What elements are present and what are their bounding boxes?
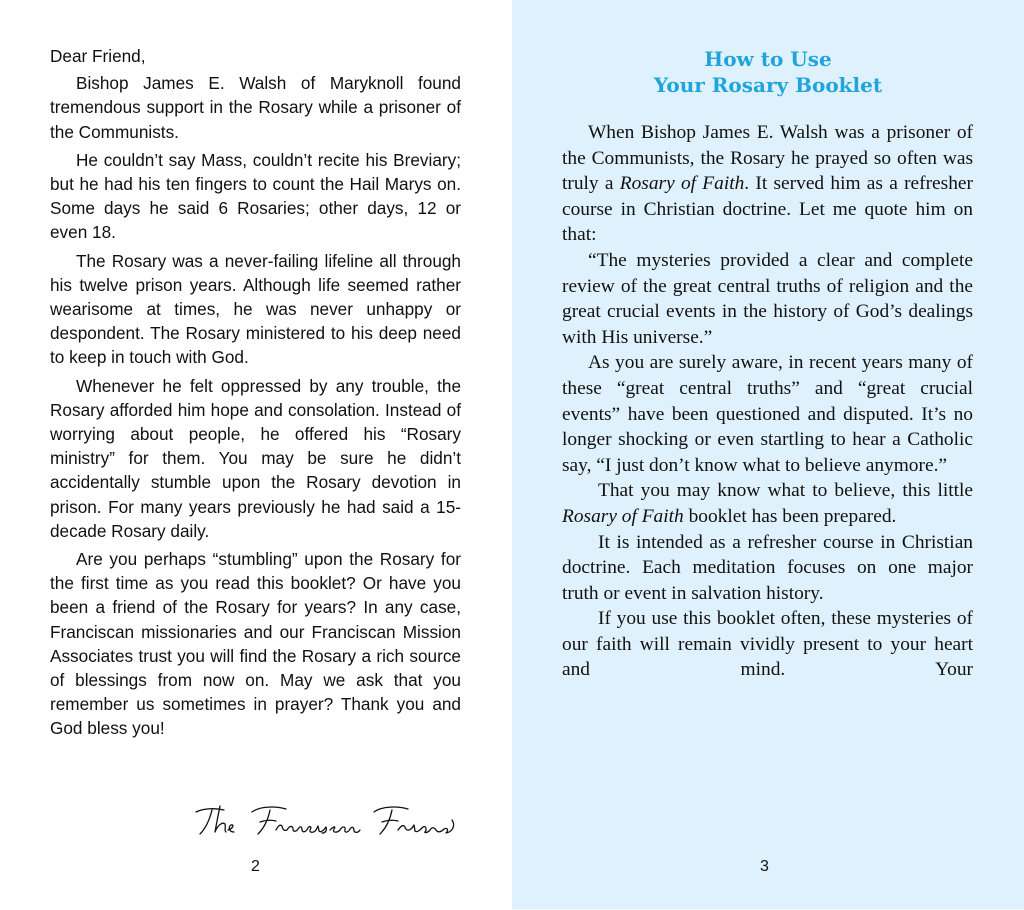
handwritten-signature <box>190 800 470 840</box>
quote-paragraph: “The mysteries provided a clear and complete review of the great central truths of religion and the great crucial events in the history of God’s dealings with His universe.” <box>562 249 973 348</box>
intro-paragraph: It is intended as a refresher course in Christian doctrine. Each meditation focuses on one major truth or event in salvation history. <box>562 531 973 604</box>
intro-paragraph <box>562 478 973 529</box>
letter-paragraph: The Rosary was a never-failing lifeline all through his twelve prison years. Although life seemed rather wearisome at times, he was never unhappy or despondent. The Rosary ministered to his deep need to keep in touch with God. <box>50 250 461 368</box>
text-span: . It served him as a refresher course in Christian doctrine. Let me quote him on that: <box>562 173 973 246</box>
text-span: booklet has been prepared. <box>683 505 897 527</box>
book-title-italic: Rosary of Faith <box>619 173 745 195</box>
text-span: That you may know what to believe, this little <box>598 480 973 502</box>
letter-greeting: Dear Friend, <box>50 46 146 66</box>
letter-paragraph: Bishop James E. Walsh of Maryknoll found tremendous support in the Rosary while a prisoner of the Communists. <box>50 73 461 142</box>
letter-body <box>50 44 461 745</box>
section-title-line-1: How to Use <box>704 47 832 71</box>
letter-paragraph: Whenever he felt oppressed by any trouble, the Rosary afforded him hope and consolation. Instead of worrying about people, he offered his “Rosary ministry” for them. You may be sure he didn’t accidentally stumble upon the Rosary devotion in prison. For many years previously he had said a 15-decade Rosary daily. <box>50 375 461 541</box>
letter-paragraph: He couldn’t say Mass, couldn’t recite his Breviary; but he had his ten fingers to count the Hail Marys on. Some days he said 6 Rosaries; other days, 12 or even 18. <box>50 149 461 243</box>
intro-paragraph: If you use this booklet often, these mysteries of our faith will remain vividly present to your heart and mind. Your <box>562 608 973 681</box>
intro-body <box>562 120 973 683</box>
intro-paragraph: As you are surely aware, in recent years many of these “great central truths” and “great crucial events” have been questioned and disputed. It’s no longer shocking or even startling to hear a Catholic say, “I just don’t know what to believe anymore.” <box>562 352 973 476</box>
section-title-line-2: Your Rosary Booklet <box>653 73 883 97</box>
text-span: When Bishop James E. Walsh was a prisoner of the Communists, the Rosary he prayed so often was truly a <box>562 122 973 195</box>
section-title <box>512 46 1024 98</box>
letter-paragraph: Are you perhaps “stumbling” upon the Rosary for the first time as you read this booklet? Or have you been a friend of the Rosary for years? In any case, Franciscan missionaries and our Franciscan Mission Associates trust you will find the Rosary a rich source of blessings from now on. May we ask that you remember us sometimes in prayer? Thank you and God bless you! <box>50 549 461 739</box>
page-number-right: 3 <box>760 858 769 875</box>
page-number-left: 2 <box>251 858 260 875</box>
intro-paragraph <box>562 120 973 248</box>
book-title-italic: Rosary of Faith <box>562 505 684 527</box>
